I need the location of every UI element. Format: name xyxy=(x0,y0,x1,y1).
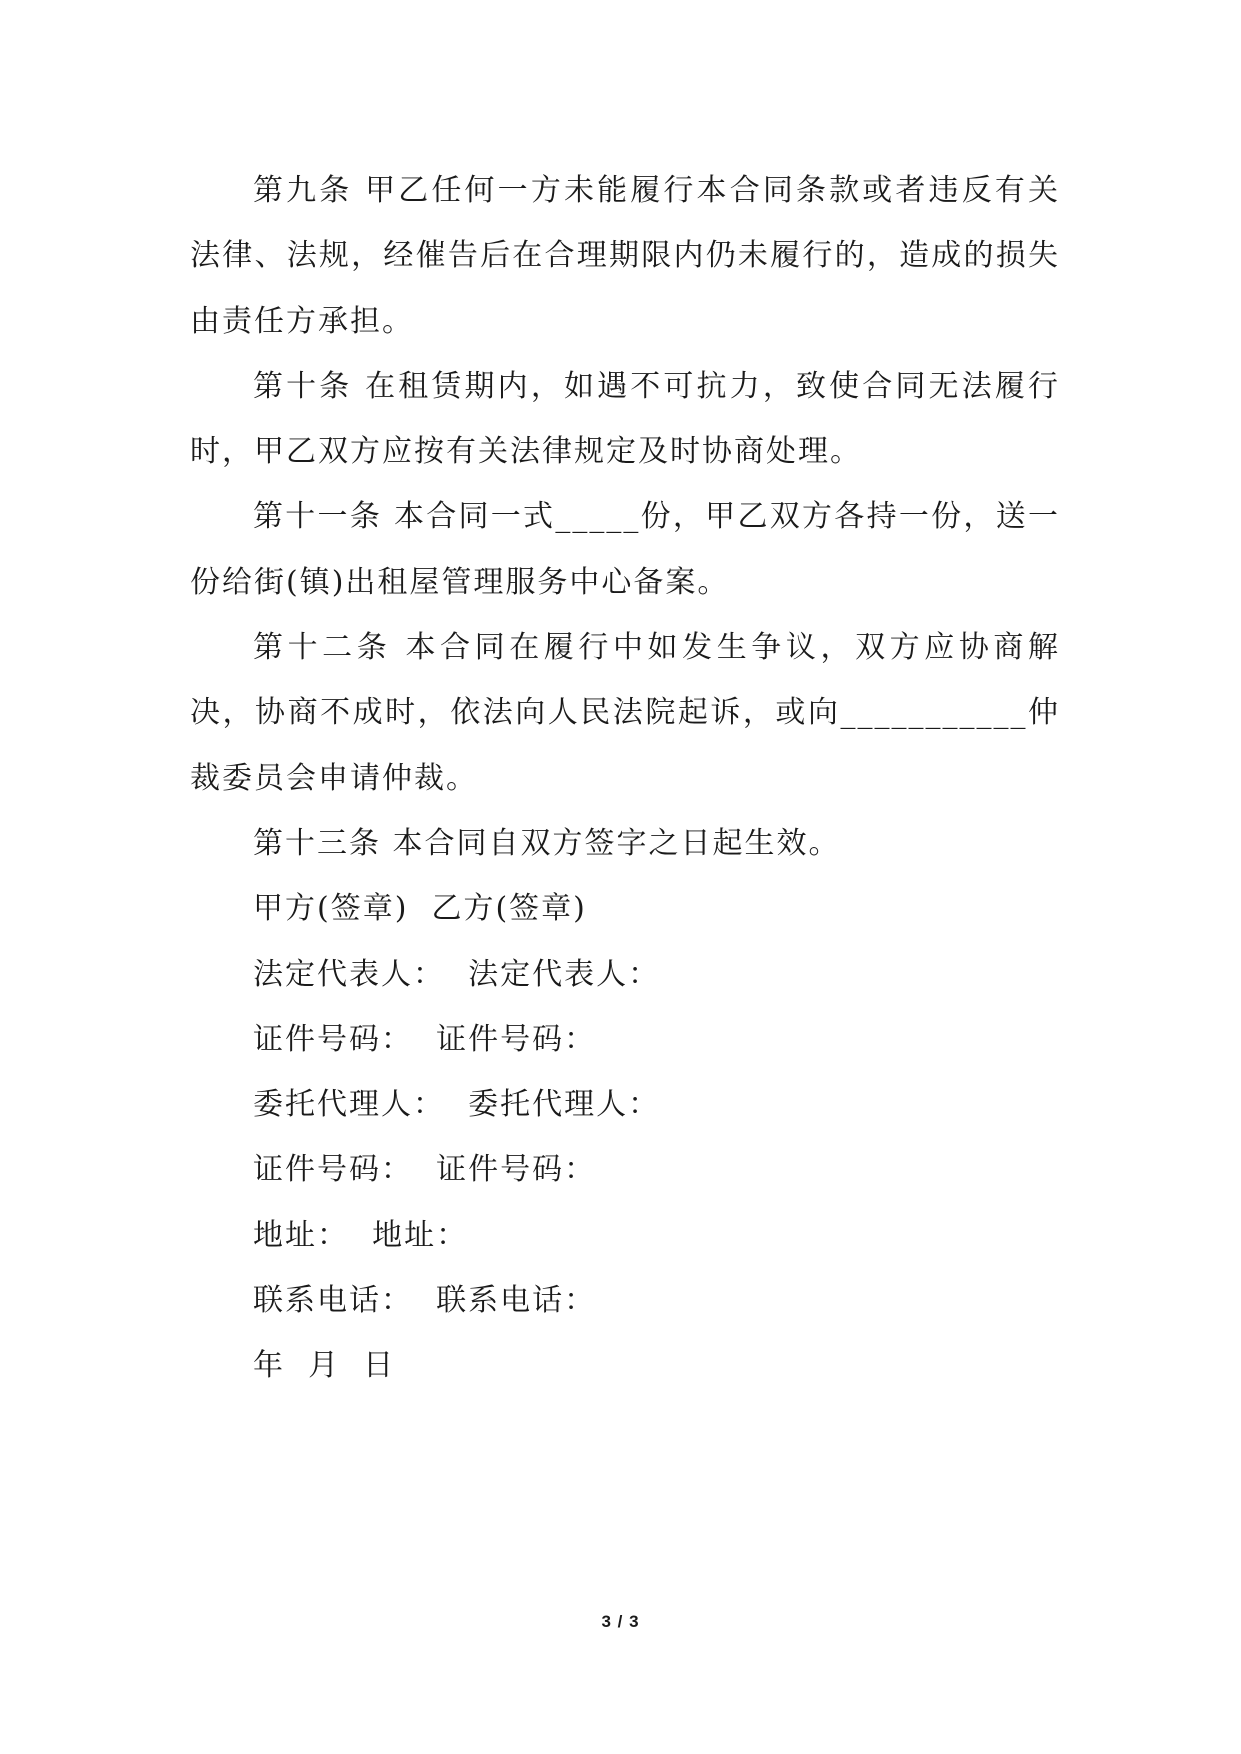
agent-id-number-line: 证件号码： 证件号码： xyxy=(253,1152,597,1188)
clause-10: 第十条 在租赁期内，如遇不可抗力，致使合同无法履行时，甲乙双方应按有关法律规定及时协商处理。 xyxy=(190,368,1060,470)
clause-12: 第十二条 本合同在履行中如发生争议，双方应协商解决，协商不成时，依法向人民法院起诉，或向___________仲裁委员会申请仲裁。 xyxy=(190,630,1060,796)
document-body xyxy=(190,158,1060,1399)
signature-party-line: 甲方(签章) 乙方(签章) xyxy=(253,891,587,927)
phone-line: 联系电话： 联系电话： xyxy=(253,1283,597,1319)
clause-11: 第十一条 本合同一式_____份，甲乙双方各持一份，送一份给街(镇)出租屋管理服务中心备案。 xyxy=(190,499,1060,600)
legal-representative-line: 法定代表人： 法定代表人： xyxy=(253,956,661,992)
address-line: 地址： 地址： xyxy=(253,1217,469,1253)
authorized-agent-line: 委托代理人： 委托代理人： xyxy=(253,1087,661,1123)
id-number-line: 证件号码： 证件号码： xyxy=(253,1021,597,1057)
page-number: 3 / 3 xyxy=(601,1612,640,1631)
clause-13: 第十三条 本合同自双方签字之日起生效。 xyxy=(253,825,841,861)
date-line: 年 月 日 xyxy=(253,1348,396,1384)
clause-9: 第九条 甲乙任何一方未能履行本合同条款或者违反有关法律、法规，经催告后在合理期限内仍未履行的，造成的损失由责任方承担。 xyxy=(190,173,1060,339)
